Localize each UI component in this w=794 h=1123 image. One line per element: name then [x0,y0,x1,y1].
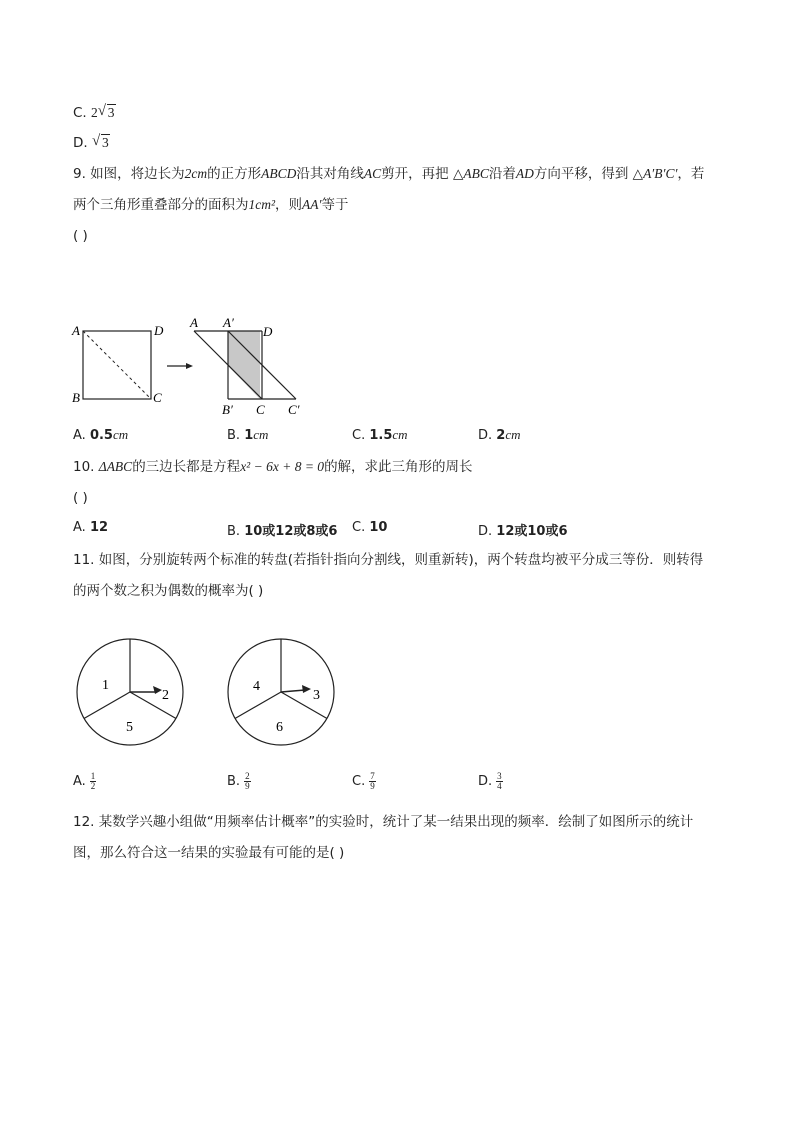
q12-text-line2: 图，那么符合这一结果的实验最有可能的是( ) [73,845,345,861]
sector-label: 3 [313,688,320,703]
sector-label: 4 [253,679,260,694]
label-c: C [256,402,265,417]
label-a: A [190,315,198,330]
label-b: B [72,390,80,405]
diagonal-ac [83,331,151,399]
q9-text-line2: 两个三角形重叠部分的面积为1cm²，则AA′等于 [73,197,349,213]
q9-option-c[interactable]: C. 1.5cm [352,427,408,443]
spinner-2 [228,639,334,745]
fraction: $\frac{7}{9}$ [370,771,375,791]
q9-option-a[interactable]: A. 0.5cm [73,427,129,443]
q11-text-line1: 11. 如图，分别旋转两个标准的转盘(若指针指向分割线，则重新转)，两个转盘均被平分成三等份．则转得 [73,552,704,568]
fraction: $\frac{2}{9}$ [245,771,250,791]
q10-option-b[interactable]: B. 10或12或8或6 [227,524,338,539]
q9-option-b[interactable]: B. 1cm [227,427,269,443]
q8-option-d[interactable]: D. √ 3 [73,133,109,151]
q12-text-line1: 12. 某数学兴趣小组做“用频率估计概率”的实验时，统计了某一结果出现的频率．绘制了如图所示的统计 [73,814,694,830]
label-c-prime: C′ [288,402,300,417]
sector-label: 5 [126,720,133,735]
label-d: D [263,324,273,339]
q11-option-b[interactable]: B. $\frac{2}{9}$ [227,771,250,791]
label-d: D [154,323,164,338]
label-a-prime: A′ [223,315,234,330]
label-b-prime: B′ [222,402,233,417]
q10-text-line1: 10. ΔABC的三边长都是方程x² − 6x + 8 = 0的解，求此三角形的周长 [73,459,473,475]
q8-option-c[interactable]: C. 2 √ 3 [73,103,115,121]
q10-answer-paren: ( ) [73,490,88,506]
overlap-region [228,331,260,399]
fraction: $\frac{1}{2}$ [90,771,96,791]
fraction: $\frac{3}{4}$ [497,771,502,791]
label-a: A [72,323,80,338]
q9-figure [66,312,316,417]
q9-answer-paren: ( ) [73,228,88,244]
q11-option-c[interactable]: C. $\frac{7}{9}$ [352,771,375,791]
q11-spinners [70,638,340,753]
sqrt-symbol: √ 3 [91,133,109,150]
q10-option-a[interactable]: A. 12 [73,520,109,535]
sector-label: 6 [276,720,283,735]
q10-option-c[interactable]: C. 10 [352,520,388,535]
label-c: C [153,390,162,405]
q9-text-line1: 9. 如图，将边长为2cm的正方形ABCD沿其对角线AC剪开，再把 △ABC沿着AD方向平移，得到 △A′B′C′，若 [73,166,705,182]
arrow-head [186,363,193,369]
q11-text-line2: 的两个数之积为偶数的概率为( ) [73,583,264,599]
sector-label: 1 [102,678,109,693]
q11-option-d[interactable]: D. $\frac{3}{4}$ [478,771,502,791]
q9-option-d[interactable]: D. 2cm [478,427,521,443]
spinner-1 [77,639,183,745]
q10-option-d[interactable]: D. 12或10或6 [478,524,568,539]
sector-label: 2 [162,688,169,703]
q11-option-a[interactable]: A. $\frac{1}{2}$ [73,771,96,791]
sqrt-symbol: √ 3 [97,103,115,120]
